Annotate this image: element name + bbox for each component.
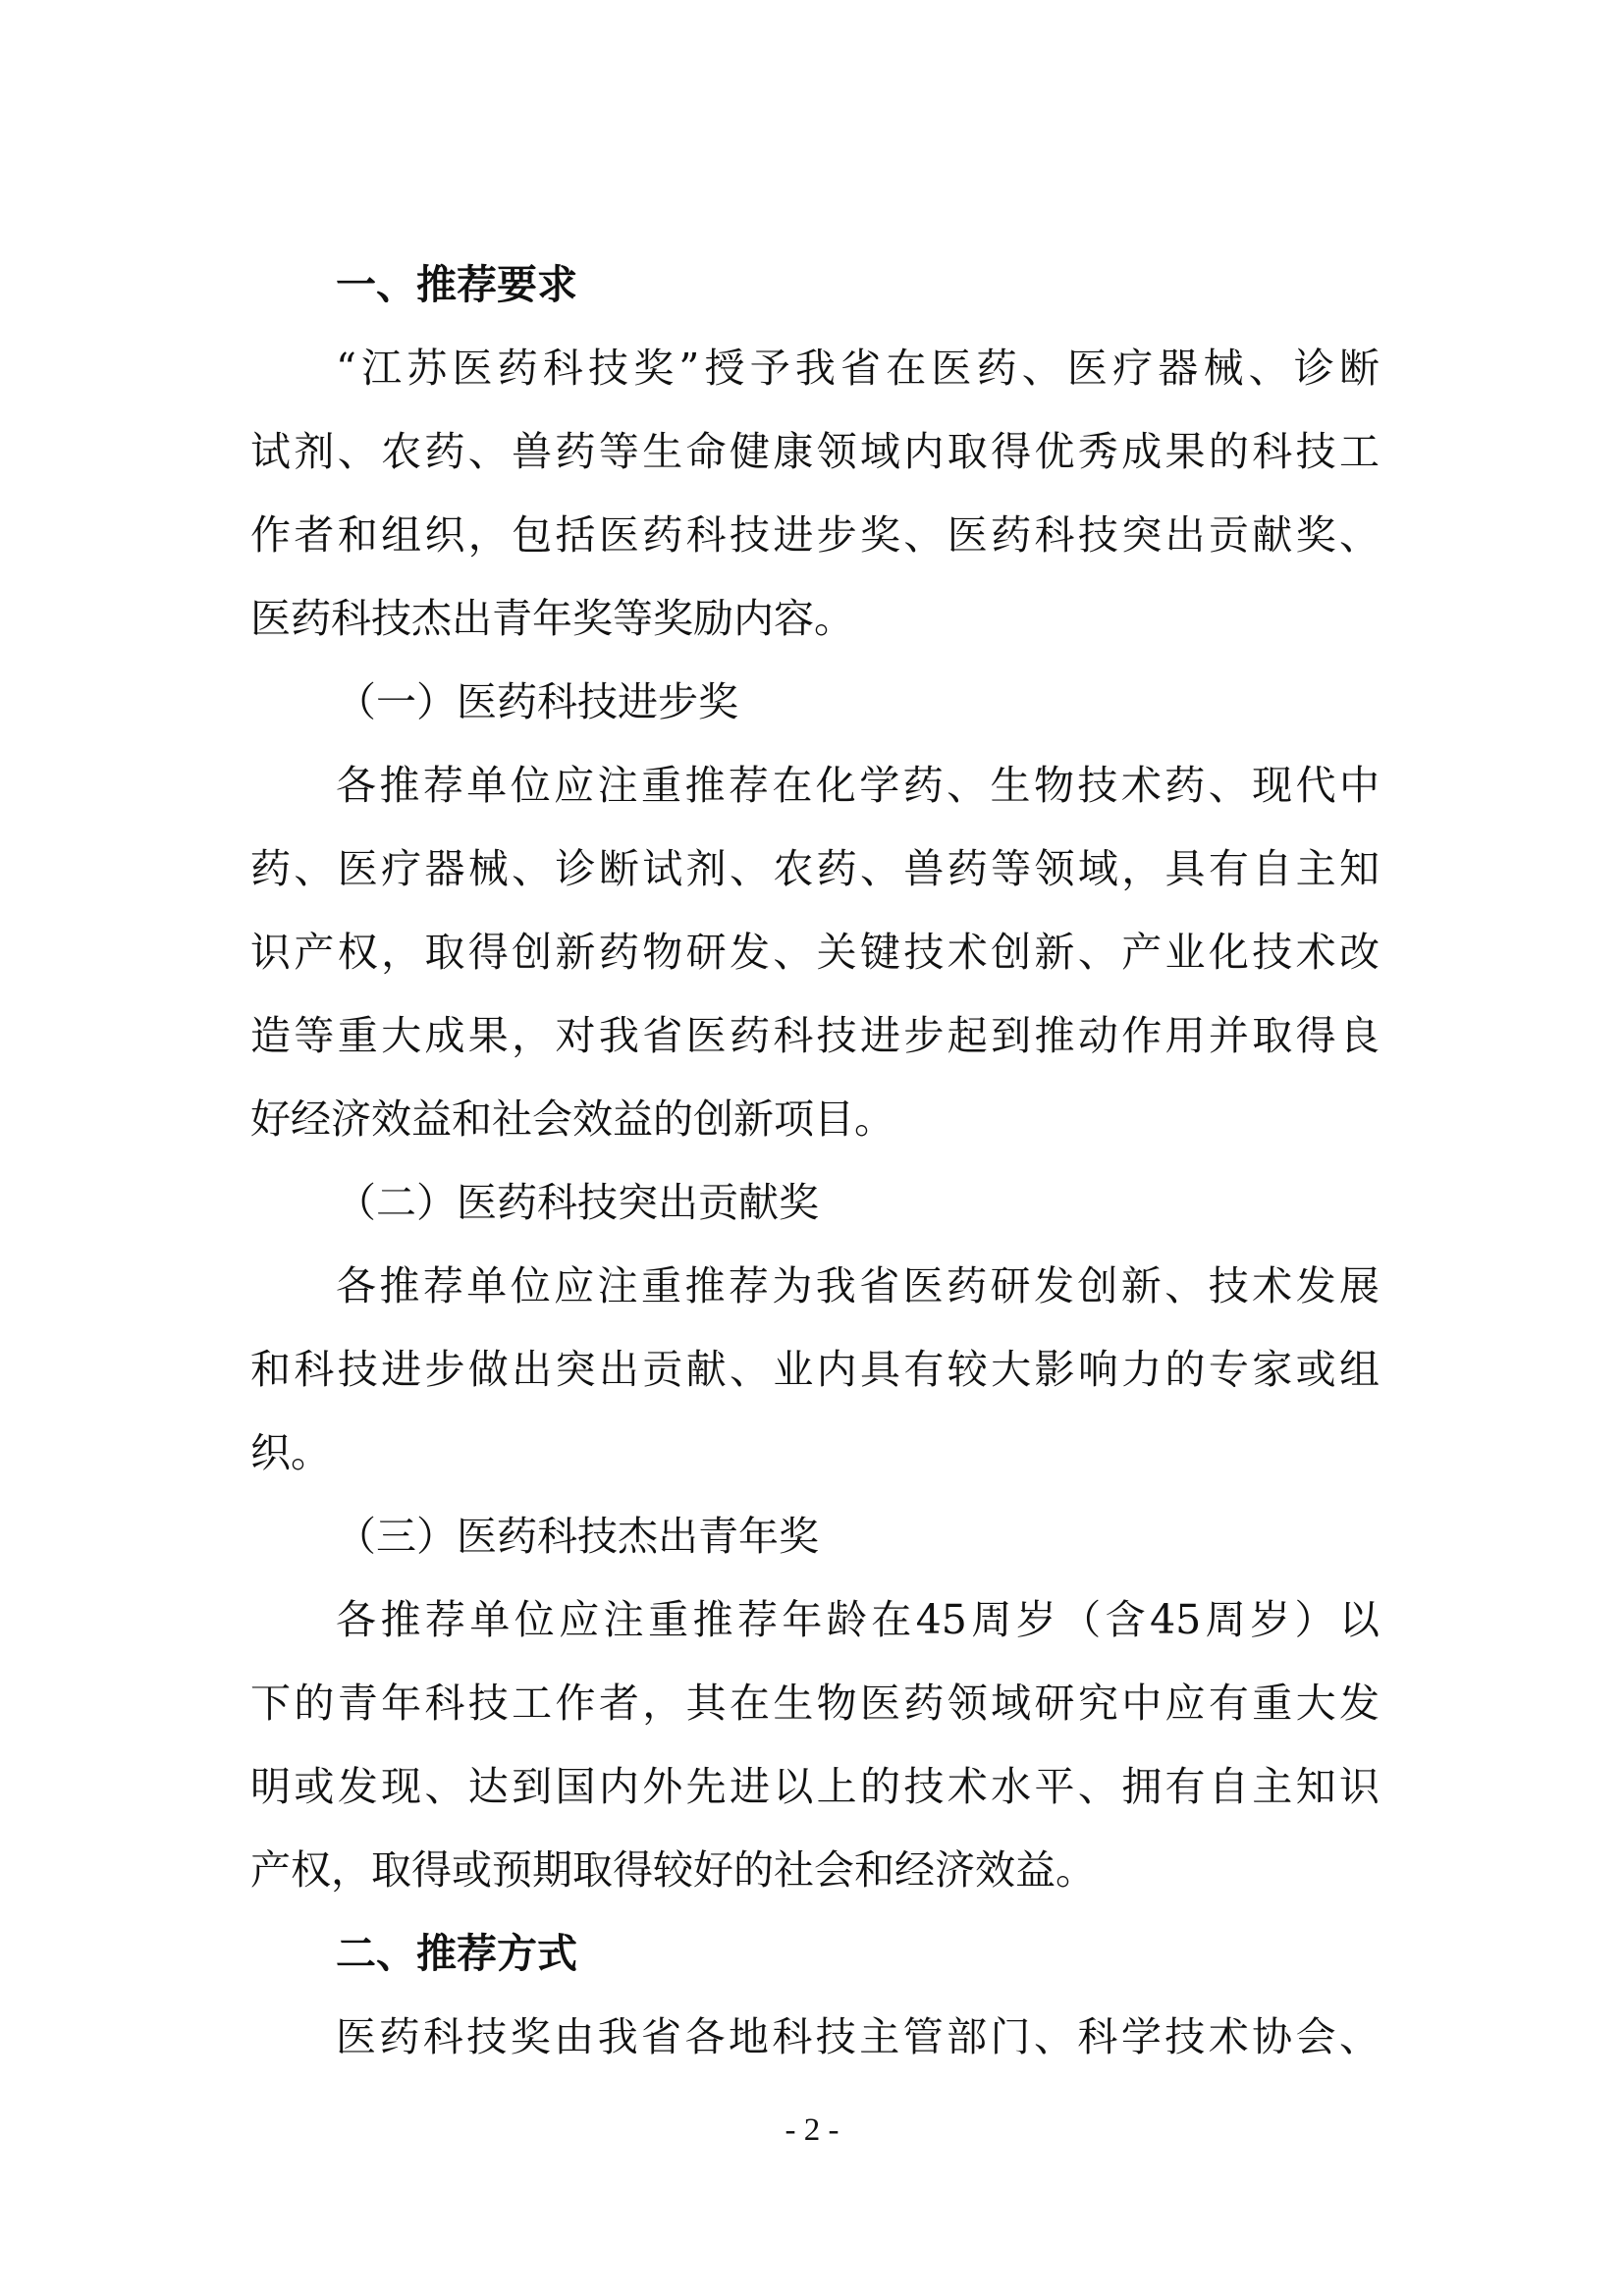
page-number: - 2 - — [785, 2112, 839, 2148]
paragraph-line: 各推荐单位应注重推荐在化学药、生物技术药、现代中 — [336, 762, 1380, 809]
paragraph-line: 好经济效益和社会效益的创新项目。 — [250, 1095, 894, 1143]
paragraph-line: 试剂、农药、兽药等生命健康领域内取得优秀成果的科技工 — [250, 428, 1380, 475]
subsection-heading-2: （二）医药科技突出贡献奖 — [336, 1179, 819, 1226]
paragraph-line: 各推荐单位应注重推荐年龄在45周岁（含45周岁）以 — [336, 1596, 1380, 1643]
subsection-heading-3: （三）医药科技杰出青年奖 — [336, 1513, 819, 1560]
paragraph-line: 医药科技杰出青年奖等奖励内容。 — [250, 595, 854, 642]
paragraph-line: 识产权，取得创新药物研发、关键技术创新、产业化技术改 — [250, 929, 1380, 976]
section-heading-1: 一、推荐要求 — [336, 261, 577, 308]
paragraph-line: 各推荐单位应注重推荐为我省医药研发创新、技术发展 — [336, 1262, 1380, 1309]
paragraph-line: 造等重大成果，对我省医药科技进步起到推动作用并取得良 — [250, 1012, 1380, 1059]
paragraph-line: 和科技进步做出突出贡献、业内具有较大影响力的专家或组 — [250, 1346, 1380, 1393]
paragraph-line: “江苏医药科技奖”授予我省在医药、医疗器械、诊断 — [336, 345, 1380, 392]
section-heading-2: 二、推荐方式 — [336, 1930, 577, 1977]
paragraph-line: 作者和组织，包括医药科技进步奖、医药科技突出贡献奖、 — [250, 511, 1380, 559]
paragraph-line: 织。 — [250, 1429, 331, 1476]
paragraph-line: 产权，取得或预期取得较好的社会和经济效益。 — [250, 1846, 1096, 1894]
subsection-heading-1: （一）医药科技进步奖 — [336, 678, 738, 725]
paragraph-line: 下的青年科技工作者，其在生物医药领域研究中应有重大发 — [250, 1680, 1380, 1727]
paragraph-line: 药、医疗器械、诊断试剂、农药、兽药等领域，具有自主知 — [250, 845, 1380, 892]
paragraph-line: 明或发现、达到国内外先进以上的技术水平、拥有自主知识 — [250, 1763, 1380, 1810]
paragraph-line: 医药科技奖由我省各地科技主管部门、科学技术协会、 — [336, 2013, 1380, 2060]
